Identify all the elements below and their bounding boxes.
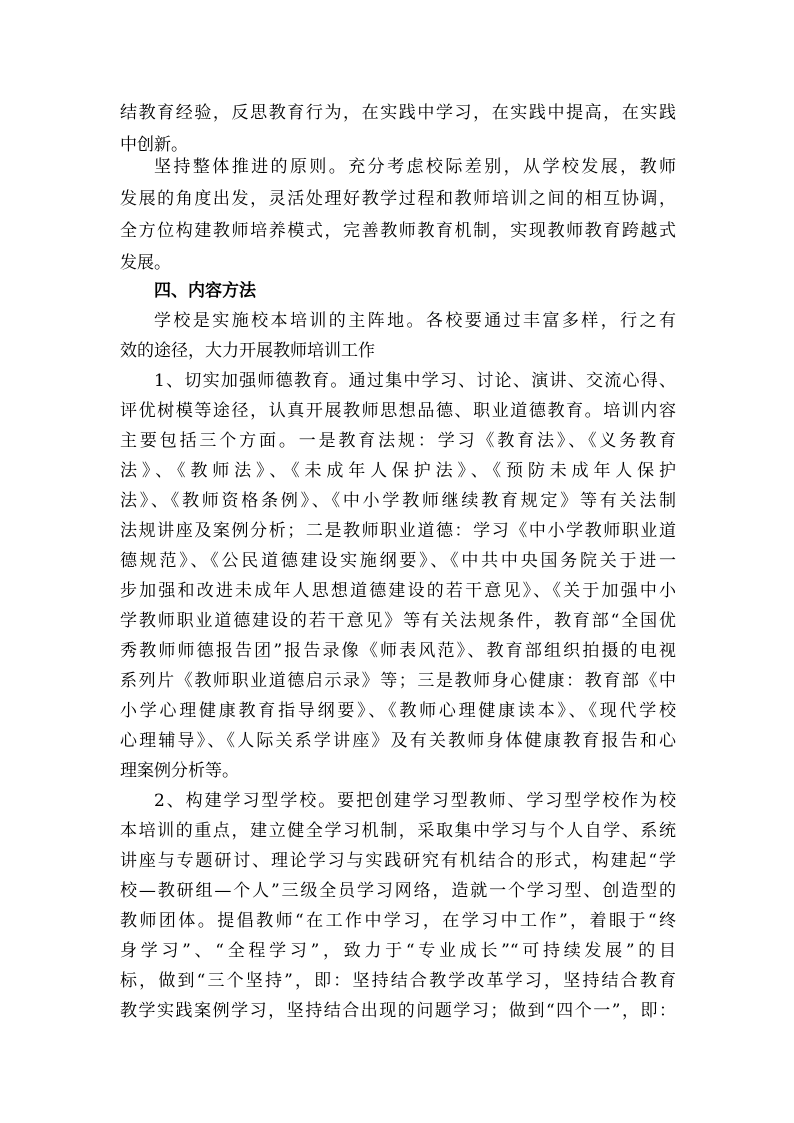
text-line: 发展的角度出发，灵活处理好教学过程和教师培训之间的相互协调， — [120, 189, 676, 209]
text-line: 小学心理健康教育指导纲要》、《教师心理健康读本》、《现代学校 — [120, 701, 676, 721]
text-line: 讲座与专题研讨、理论学习与实践研究有机结合的形式，构建起“学 — [120, 851, 676, 871]
text-line: 秀教师师德报告团”报告录像《师表风范》、教育部组织拍摄的电视 — [120, 641, 676, 661]
text-line: 校—教研组—个人”三级全员学习网络，造就一个学习型、创造型的 — [120, 881, 676, 901]
text-line: 法规讲座及案例分析；二是教师职业道德：学习《中小学教师职业道 — [120, 521, 676, 541]
text-line: 本培训的重点，建立健全学习机制，采取集中学习与个人自学、系统 — [120, 821, 676, 841]
text-line: 教师团体。提倡教师“在工作中学习，在学习中工作”，着眼于“终 — [120, 911, 676, 931]
text-line: 2、构建学习型学校。要把创建学习型教师、学习型学校作为校 — [154, 791, 676, 811]
text-line: 德规范》、《公民道德建设实施纲要》、《中共中央国务院关于进一 — [120, 551, 676, 571]
text-line: 教学实践案例学习，坚持结合出现的问题学习；做到“四个一”，即： — [120, 1001, 676, 1021]
text-line: 学教师职业道德建设的若干意见》等有关法规条件，教育部“全国优 — [120, 611, 676, 631]
text-line: 身学习”、“全程学习”，致力于“专业成长”“可持续发展”的目 — [120, 941, 676, 961]
text-line: 步加强和改进未成年人思想道德建设的若干意见》、《关于加强中小 — [120, 581, 676, 601]
text-line: 全方位构建教师培养模式，完善教师教育机制，实现教师教育跨越式 — [120, 221, 676, 241]
text-line: 主要包括三个方面。一是教育法规：学习《教育法》、《义务教育 — [120, 431, 676, 451]
text-line: 系列片《教师职业道德启示录》等；三是教师身心健康：教育部《中 — [120, 671, 676, 691]
text-line: 评优树模等途径，认真开展教师思想品德、职业道德教育。培训内容 — [120, 401, 676, 421]
text-line: 结教育经验，反思教育行为，在实践中学习，在实践中提高，在实践 — [120, 103, 676, 123]
text-line: 心理辅导》、《人际关系学讲座》及有关教师身体健康教育报告和心 — [120, 731, 676, 751]
section-heading: 四、内容方法 — [154, 281, 256, 301]
text-line: 效的途径，大力开展教师培训工作 — [120, 341, 375, 361]
text-line: 学校是实施校本培训的主阵地。各校要通过丰富多样，行之有 — [154, 311, 676, 331]
text-line: 中创新。 — [120, 135, 188, 155]
text-line: 坚持整体推进的原则。充分考虑校际差别，从学校发展，教师 — [154, 157, 676, 177]
text-line: 理案例分析等。 — [120, 761, 239, 781]
text-line: 法》、《教师资格条例》、《中小学教师继续教育规定》等有关法制 — [120, 491, 676, 511]
text-line: 法》、《教师法》、《未成年人保护法》、《预防未成年人保护 — [120, 461, 676, 481]
text-line: 标，做到“三个坚持”，即：坚持结合教学改革学习，坚持结合教育 — [120, 971, 676, 991]
text-line: 1、切实加强师德教育。通过集中学习、讨论、演讲、交流心得、 — [154, 371, 676, 391]
text-line: 发展。 — [120, 253, 171, 273]
